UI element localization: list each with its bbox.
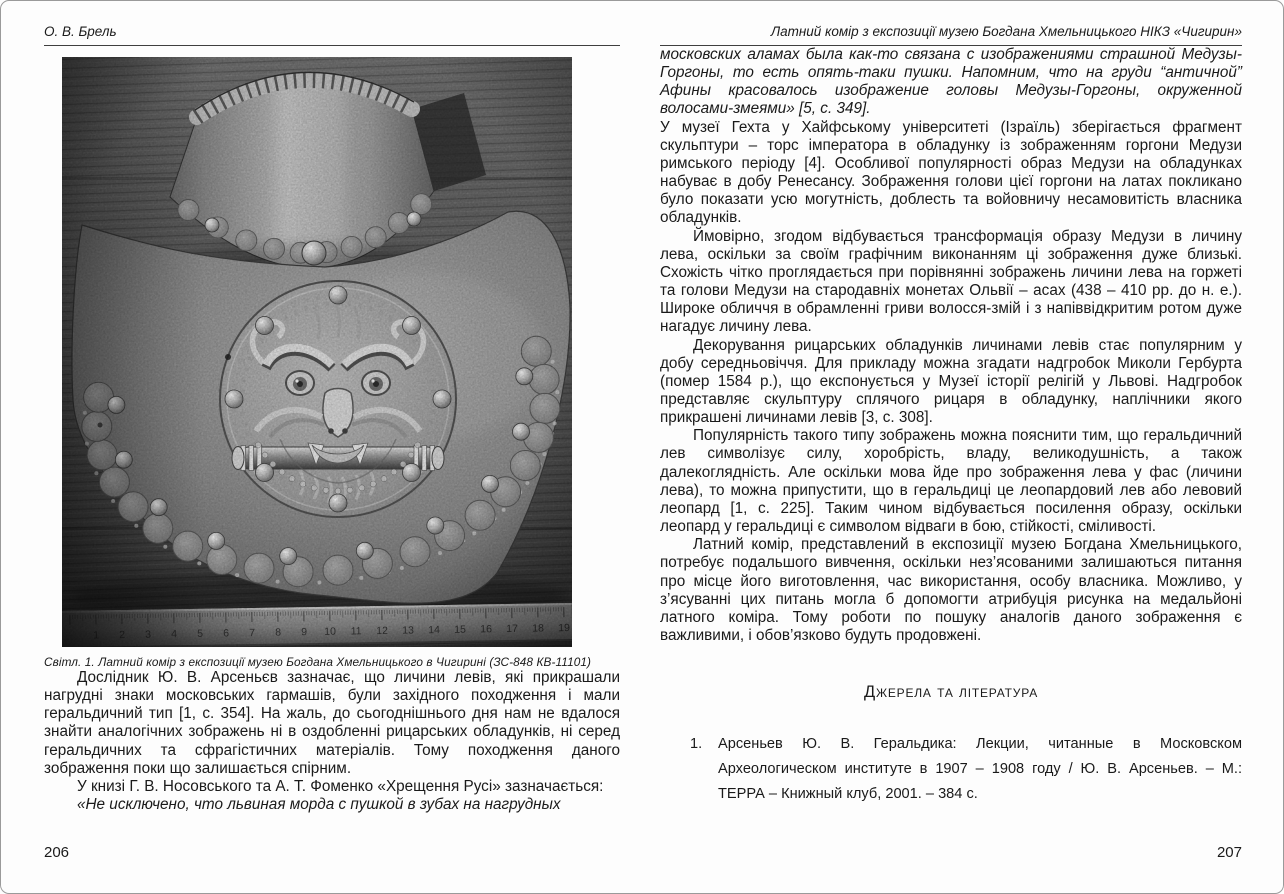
gorget-photo (62, 57, 572, 647)
paragraph: У книзі Г. В. Носовського та А. Т. Фоменко «Хрещення Русі» зазначається: (77, 777, 604, 795)
paragraph: Латний комір, представлений в експозиції музею Богдана Хмельницького, потребує подальшого вивчення, оскільки нез’ясованими залишаються питання про місце його виготовлення, час використання, особу власника. Можливо, у з’ясуванні цих питань могла б допомогти атрибуція рисунка на медальйоні латного коміра. Тому роботи по пошуку аналогів даного зображення є важливими, і обов’язково будуть продовжені. (660, 536, 1242, 644)
paragraph: Популярність такого типу зображень можна пояснити тим, що геральдичний лев символізує силу, хоробрість, владу, великодушність, а також далекоглядність. Але оскільки мова йде про зображення лева у фас (личини лева), то можна припустити, що в геральдиці це леопардовий лев або левовий леопард [1, с. 225]. Таким чином відбувається посилення образу, оскільки леопард у геральдиці є символом відваги в бою, стійкості, сміливості. (660, 427, 1242, 536)
paragraph: Декорування рицарських обладунків личинами левів стає популярним у добу середньовіччя. Для прикладу можна згадати надгробок Миколи Гербурта (помер 1584 р.), що експонується у Музеї історії релігій у Львові. Надгробок представляє скульптуру сплячого рицаря в обладунку, наплічники якого прикрашені личинами левів [3, с. 308]. (660, 336, 1242, 427)
page-number-right: 207 (1216, 844, 1242, 861)
paragraph: У музеї Гехта у Хайфському університеті (Ізраїль) зберігається фрагмент скульптури – торс імператора в обладунку із зображенням горгони Медузи римського періоду [4]. Особливої популярності образ Медузи на обладунках набуває в добу Ренесансу. Зображення голови цієї горгони на латах покликано було показати усю могутність, доблесть та войовничу несамовитість власника обладунків. (660, 118, 1242, 227)
page-number-left: 206 (44, 844, 70, 861)
sources-heading: Джерела та література (863, 683, 1039, 702)
reference-number: 1. (690, 736, 703, 753)
photo-vignette (62, 57, 572, 647)
figure-caption: Світл. 1. Латний комір з експозиції музею Богдана Хмельницького в Чигирині (ЗС-848 КВ-11101) (44, 655, 592, 669)
quote-continuation: московских аламах была как-то связана с изображениями страшной Медузы-Горгоны, то есть опять-таки пушки. Напомним, что на груди “античной” Афины красовалось изображение головы Медузы-Горгоны, окруженной волосами-змеями» [5, с. 349]. (660, 46, 1242, 118)
quote-start: «Не исключено, что львиная морда с пушкой в зубах на нагрудных (77, 796, 561, 814)
paragraph: Дослідник Ю. В. Арсеньєв зазначає, що личини левів, які прикрашали нагрудні знаки московських гармашів, були західного походження і мали геральдичний тип [1, с. 354]. На жаль, до сьогоднішнього дня нам не вдалося знайти аналогічних зображень ні в оздобленні рицарських обладунків, ні серед геральдичних та сфрагістичних матеріалів. Тому походження даного зображення поки що залишається спірним. (44, 669, 620, 777)
running-head-author: О. В. Брель (44, 24, 620, 46)
reference-item (690, 732, 1242, 807)
reference-text: Арсеньев Ю. В. Геральдика: Лекции, читанные в Московском Археологическом институте в 1907 – 1908 году / Ю. В. Арсеньев. – М.: ТЕРРА – Книжный клуб, 2001. – 384 с. (718, 736, 1242, 803)
page-left (44, 24, 620, 814)
running-head-title: Латний комір з експозиції музею Богдана Хмельницького НІКЗ «Чигирин» (660, 24, 1242, 46)
page-right (660, 24, 1242, 807)
paragraph: Ймовірно, згодом відбувається трансформація образу Медузи в личину лева, оскільки за своїм графічним виконанням ці зображення дуже близькі. Схожість чітко проглядається при порівнянні зображень личини лева на горжеті та голови Медузи на стародавніх монетах Ольвії – асах (438 – 410 рр. до н. е.). Широке обличчя в обрамленні гриви волосся-змій і з напіввідкритим ротом дуже нагадує личину лева. (660, 227, 1242, 336)
